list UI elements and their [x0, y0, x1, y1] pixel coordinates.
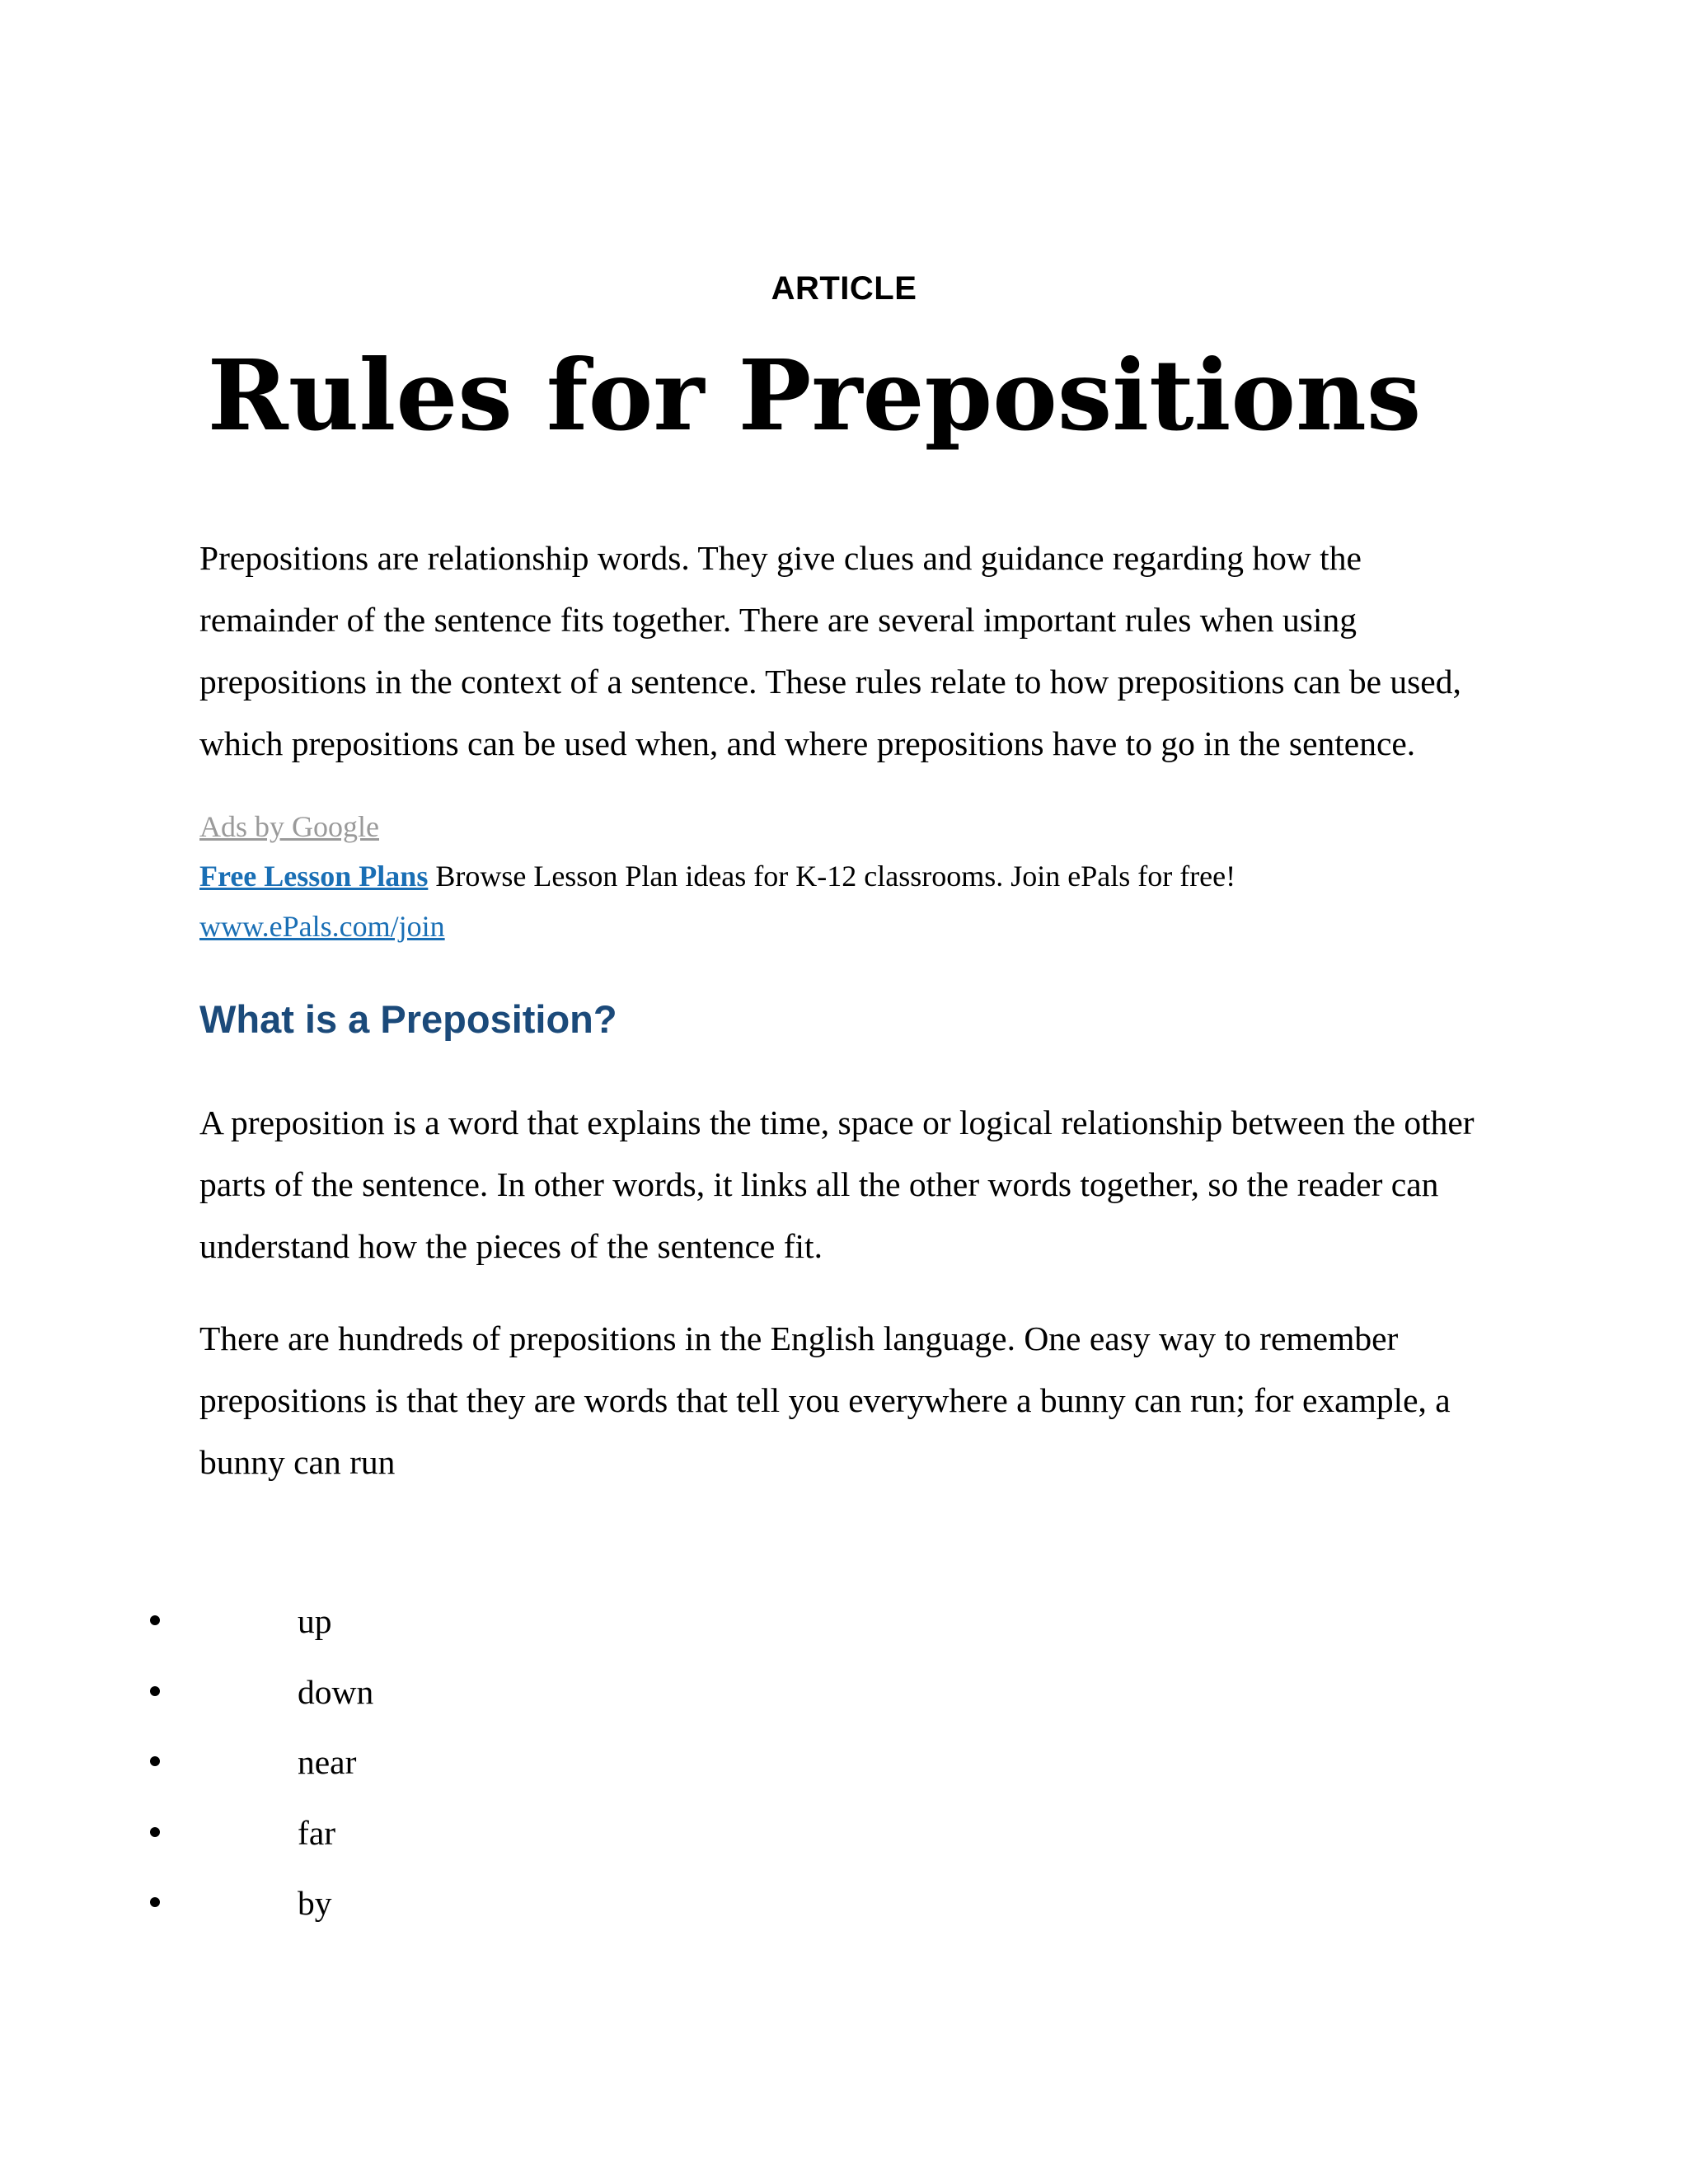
- preposition-list: [0, 1586, 824, 1939]
- bullet-icon: [150, 1686, 160, 1696]
- bullet-icon: [150, 1756, 160, 1766]
- bullet-icon: [150, 1827, 160, 1837]
- list-item: by: [0, 1868, 824, 1939]
- section-heading: What is a Preposition?: [199, 997, 617, 1041]
- ads-by-google-link[interactable]: Ads by Google: [199, 810, 379, 843]
- ad-description: Browse Lesson Plan ideas for K-12 classrooms. Join ePals for free!: [428, 860, 1236, 893]
- list-item: near: [0, 1727, 824, 1798]
- list-item: down: [0, 1657, 824, 1728]
- article-body: [199, 527, 1502, 1493]
- intro-paragraph: Prepositions are relationship words. They give clues and guidance regarding how the remainder of the sentence fits together. There are several important rules when using prepositions in the context of a sentence. These rules relate to how prepositions can be used, which prepositions can be used when, and where prepositions have to go in the sentence.: [199, 539, 1461, 762]
- definition-paragraph: A preposition is a word that explains the time, space or logical relationship between the other parts of the sentence. In other words, it links all the other words together, so the reader can understand how the pieces of the sentence fit.: [199, 1104, 1475, 1265]
- list-item: far: [0, 1798, 824, 1869]
- ad-line: [199, 850, 1502, 902]
- bullet-icon: [150, 1897, 160, 1907]
- article-title: Rules for Prepositions: [207, 338, 1422, 452]
- free-lesson-plans-link[interactable]: Free Lesson Plans: [199, 860, 429, 893]
- article-kicker: ARTICLE: [771, 270, 917, 307]
- bunny-paragraph: There are hundreds of prepositions in the English language. One easy way to remember prepositions is that they are words that tell you everywhere a bunny can run; for example, a bunny can run: [199, 1319, 1451, 1481]
- ad-url-link[interactable]: www.ePals.com/join: [199, 910, 445, 943]
- bullet-icon: [150, 1615, 160, 1625]
- list-item: up: [0, 1586, 824, 1657]
